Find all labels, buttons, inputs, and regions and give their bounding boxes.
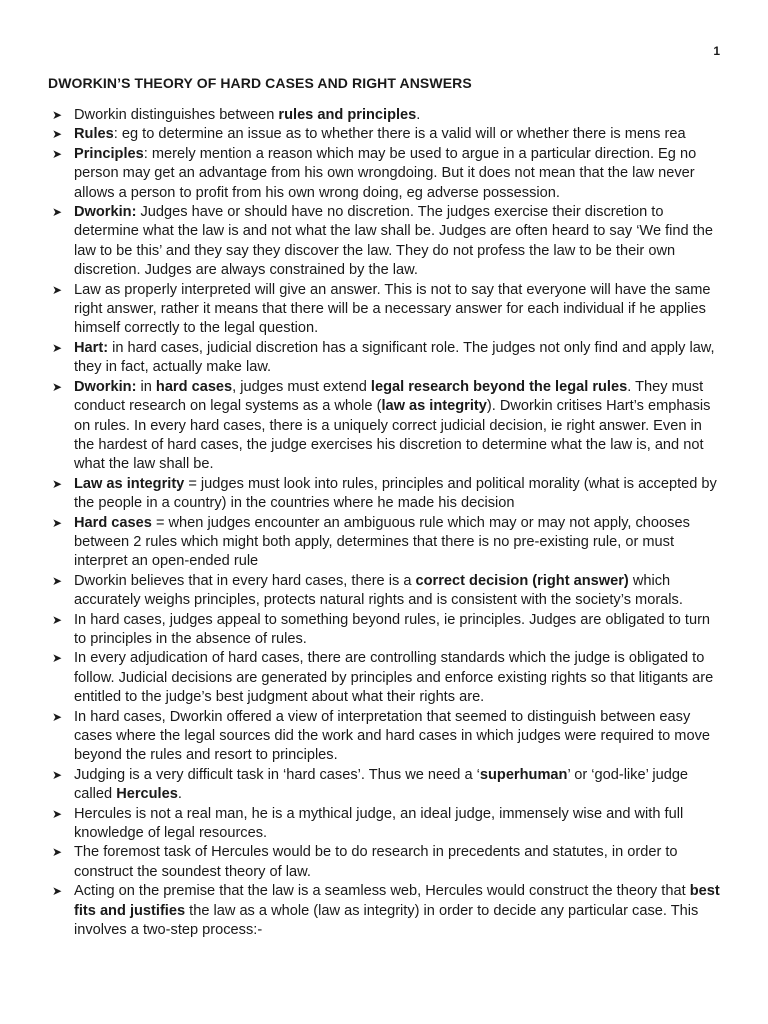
body-text: In hard cases, judges appeal to something beyond rules, ie principles. Judges are obligated to turn to principles in the absence of rules.: [74, 611, 711, 647]
bold-text: rules and principles: [278, 107, 417, 123]
body-text: the law as a whole (law as integrity) in order to decide any particular case. This involves a two-step process:-: [74, 902, 699, 939]
bold-text: best fits and justifies: [74, 883, 720, 919]
bold-text: superhuman: [479, 766, 568, 783]
bold-text: Dworkin:: [74, 378, 137, 395]
body-text: Hercules is not a real man, he is a mythical judge, an ideal judge, immensely wise and with full knowledge of legal resources.: [74, 805, 684, 842]
arrow-bullet-icon: ➤: [52, 340, 63, 355]
arrow-bullet-icon: ➤: [52, 573, 63, 588]
bold-text: Hard cases: [74, 514, 152, 531]
body-text: Law as properly interpreted will give an answer. This is not to say that everyone will have the same right answer, rather it means that there will be a necessary answer for each individual if he applies himself correctly to the legal question.: [74, 281, 711, 337]
bullet-item: [52, 145, 724, 203]
page-number: 1: [713, 44, 720, 58]
body-text: ’ or ‘god-like’ judge called: [74, 766, 689, 803]
bold-text: Dworkin:: [74, 204, 137, 221]
arrow-bullet-icon: ➤: [52, 476, 63, 491]
bold-text: Hercules: [116, 786, 178, 803]
body-text: Acting on the premise that the law is a seamless web, Hercules would construct the theory that: [74, 883, 690, 900]
bullet-item: [52, 882, 724, 940]
document-title: DWORKIN’S THEORY OF HARD CASES AND RIGHT ANSWERS: [48, 75, 472, 91]
bullet-item: [52, 281, 724, 339]
bold-text: Law as integrity: [74, 475, 185, 492]
bold-text: Principles: [74, 145, 144, 162]
body-text: Judges have or should have no discretion. The judges exercise their discretion to determine what the law is and not what the law shall be. Judges are often heard to say ‘We find the law to be this’ and they say they discover the law. They do not profess the law to be their own discretion. Judges are always constrained by the law.: [74, 204, 713, 279]
bold-text: hard cases: [155, 378, 233, 395]
arrow-bullet-icon: ➤: [52, 108, 63, 122]
arrow-bullet-icon: ➤: [52, 282, 63, 297]
arrow-bullet-icon: ➤: [52, 127, 63, 142]
bullet-item: [52, 106, 724, 125]
arrow-bullet-icon: ➤: [52, 709, 63, 724]
arrow-bullet-icon: ➤: [52, 612, 63, 627]
body-text: .: [177, 786, 182, 803]
bold-text: Rules: [74, 126, 114, 143]
body-text: Dworkin distinguishes between: [74, 107, 279, 123]
bold-text: correct decision (right answer): [415, 572, 629, 589]
bullet-item: [52, 514, 724, 572]
body-text: Dworkin believes that in every hard cases, there is a: [74, 572, 416, 589]
arrow-bullet-icon: ➤: [52, 515, 63, 530]
body-text: = judges must look into rules, principles and political morality (what is accepted by the people in a country) in the countries where he made his decision: [74, 475, 717, 512]
body-text: In every adjudication of hard cases, there are controlling standards which the judge is obligated to follow. Judicial decisions are generated by principles and enforce existing rights so that litigants are entitled to the judge’s best judgment about what their rights are.: [74, 650, 714, 706]
bullet-item: [52, 475, 724, 514]
bullet-item: [52, 805, 724, 844]
arrow-bullet-icon: ➤: [52, 379, 63, 394]
bullet-item: [52, 766, 724, 805]
bold-text: legal research beyond the legal rules: [370, 378, 628, 395]
body-text: which accurately weighs principles, protects natural rights and is consistent with the society’s morals.: [74, 572, 683, 609]
bullet-item: [52, 572, 724, 611]
bold-text: law as integrity: [381, 398, 487, 415]
arrow-bullet-icon: ➤: [52, 884, 63, 899]
body-text: ). Dworkin critises Hart’s emphasis on rules. In every hard cases, there is a uniquely correct judicial decision, ie right answer. Even in the hardest of hard cases, the judge exercises his discretion to determine what the law is, and not what the law shall be.: [74, 398, 711, 473]
arrow-bullet-icon: ➤: [52, 205, 63, 220]
arrow-bullet-icon: ➤: [52, 806, 63, 821]
body-text: In hard cases, Dworkin offered a view of interpretation that seemed to distinguish between easy cases where the legal sources did the work and hard cases in which judges were required to move beyond the rules and resort to principles.: [74, 708, 710, 764]
bullet-item: [52, 339, 724, 378]
bullet-item: [52, 203, 724, 281]
bullet-item: [52, 843, 724, 882]
body-text: .: [416, 107, 421, 123]
bullet-item: [52, 611, 724, 650]
arrow-bullet-icon: ➤: [52, 651, 63, 666]
arrow-bullet-icon: ➤: [52, 146, 63, 161]
bullet-list: [52, 106, 724, 940]
bullet-item: [52, 378, 724, 475]
bullet-item: [52, 649, 724, 707]
arrow-bullet-icon: ➤: [52, 767, 63, 782]
body-text: = when judges encounter an ambiguous rule which may or may not apply, chooses between 2 rules which might both apply, determines that there is no pre-existing rule, or must interpret an open-ended rule: [74, 514, 690, 570]
body-text: Judging is a very difficult task in ‘hard cases’. Thus we need a ‘: [74, 766, 480, 783]
body-text: , judges must extend: [232, 378, 371, 395]
body-text: in: [136, 378, 156, 395]
body-text: . They must conduct research on legal systems as a whole (: [74, 378, 704, 415]
bullet-item: [52, 125, 724, 144]
body-text: : eg to determine an issue as to whether there is a valid will or whether there is mens rea: [113, 126, 686, 143]
body-text: : merely mention a reason which may be used to argue in a particular direction. Eg no person may get an advantage from his own wrongdoing. But it does not mean that the law never allows a person to profit from his own wrong doing, eg adverse possession.: [74, 145, 697, 201]
body-text: The foremost task of Hercules would be to do research in precedents and statutes, in order to construct the soundest theory of law.: [74, 844, 678, 880]
body-text: in hard cases, judicial discretion has a significant role. The judges not only find and apply law, they in fact, actually make law.: [74, 339, 715, 376]
bold-text: Hart:: [74, 339, 109, 356]
arrow-bullet-icon: ➤: [52, 845, 63, 860]
bullet-item: [52, 708, 724, 766]
